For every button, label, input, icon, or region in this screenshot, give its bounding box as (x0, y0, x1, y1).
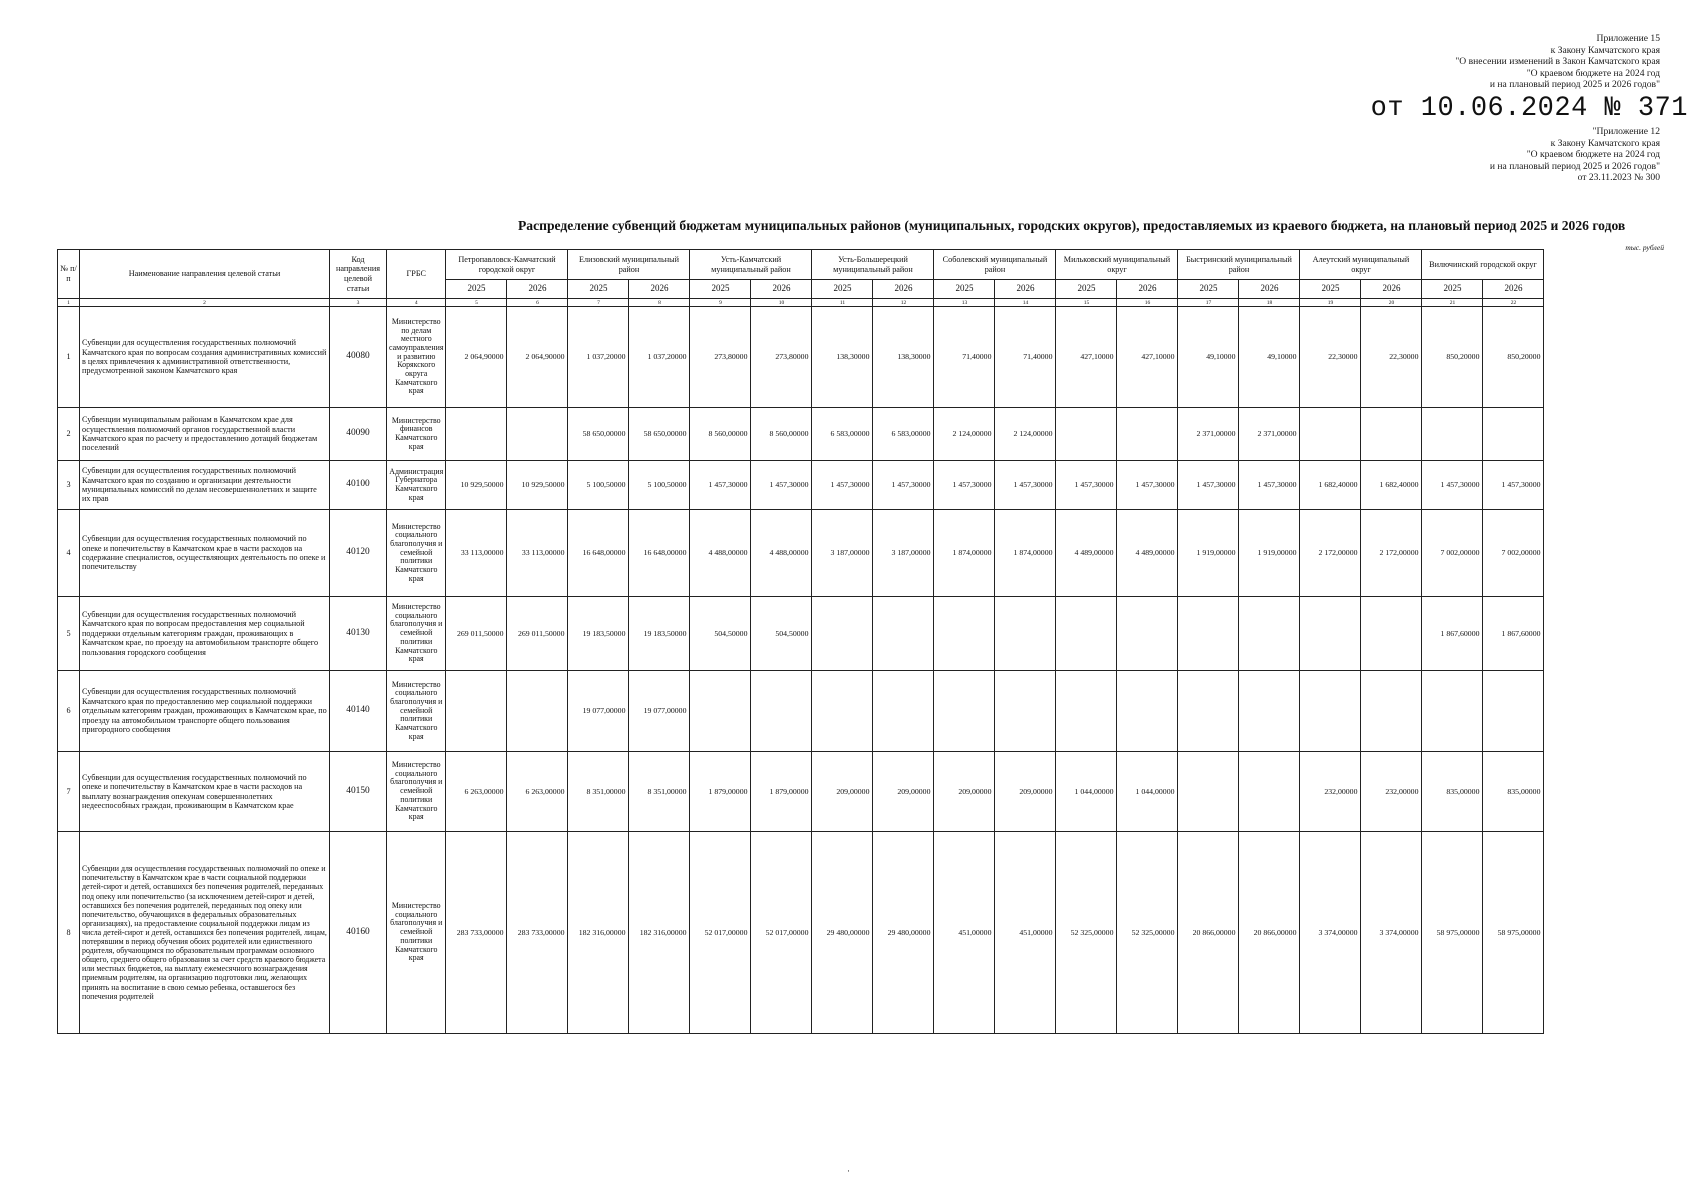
row-number: 7 (58, 752, 80, 832)
row-value: 283 733,00000 (446, 832, 507, 1034)
row-value: 209,00000 (873, 752, 934, 832)
document-title: Распределение субвенций бюджетам муниципальных районов (муниципальных, городских округов), предоставляемых из краевого бюджета, на плановый период 2025 и 2026 годов (518, 218, 1626, 233)
row-value: 283 733,00000 (507, 832, 568, 1034)
row-value: 52 017,00000 (690, 832, 751, 1034)
adoption-date-stamp: от 10.06.2024 № 371 (1370, 93, 1688, 125)
table-header-row (58, 250, 1544, 280)
row-value: 16 648,00000 (568, 510, 629, 597)
row-value: 1 457,30000 (751, 461, 812, 510)
row-value (507, 671, 568, 752)
row-code: 40130 (330, 597, 387, 671)
row-value: 2 124,00000 (934, 408, 995, 461)
column-header-district: Елизовский муниципальный район (568, 250, 690, 280)
table-row (58, 671, 1544, 752)
row-number: 6 (58, 671, 80, 752)
row-value: 1 457,30000 (934, 461, 995, 510)
row-value (1117, 597, 1178, 671)
row-value: 19 183,50000 (629, 597, 690, 671)
current-law-header-line: "О краевом бюджете на 2024 год (1526, 67, 1660, 79)
row-grbs: Министерство социального благополучия и семейной политики Камчатского края (387, 597, 446, 671)
row-name: Субвенции для осуществления государственных полномочий по опеке и попечительству в Камчатском крае в части расходов на выплату вознаграждения опекунам совершеннолетних недееспособных граждан, проживающим в Камчатском крае (80, 752, 330, 832)
row-value: 29 480,00000 (812, 832, 873, 1034)
row-value: 10 929,50000 (507, 461, 568, 510)
row-value (1239, 597, 1300, 671)
row-value (1361, 597, 1422, 671)
row-value (446, 671, 507, 752)
row-value: 58 975,00000 (1483, 832, 1544, 1034)
row-value: 1 874,00000 (934, 510, 995, 597)
column-header-year: 2025 (812, 280, 873, 299)
row-value: 71,40000 (995, 307, 1056, 408)
row-number: 5 (58, 597, 80, 671)
row-value: 1 879,00000 (690, 752, 751, 832)
row-value: 273,80000 (690, 307, 751, 408)
column-number: 5 (446, 299, 507, 307)
row-value: 835,00000 (1422, 752, 1483, 832)
column-header-district: Мильковский муниципальный округ (1056, 250, 1178, 280)
column-number: 8 (629, 299, 690, 307)
row-value: 4 489,00000 (1056, 510, 1117, 597)
row-value: 182 316,00000 (568, 832, 629, 1034)
row-name: Субвенции для осуществления государственных полномочий Камчатского края по предоставлению мер социальной поддержки отдельным категориям граждан, проживающих в Камчатском крае, по проезду на автомобильном транспорте общего пользования пригородного сообщения (80, 671, 330, 752)
column-number: 16 (1117, 299, 1178, 307)
row-value (1300, 597, 1361, 671)
row-value (873, 597, 934, 671)
units-label: тыс. рублей (1625, 243, 1664, 252)
row-value (1300, 671, 1361, 752)
table-row (58, 408, 1544, 461)
row-value: 7 002,00000 (1483, 510, 1544, 597)
row-number: 2 (58, 408, 80, 461)
row-value: 2 371,00000 (1239, 408, 1300, 461)
row-name: Субвенции для осуществления государственных полномочий Камчатского края по созданию и организации деятельности муниципальных комиссий по делам несовершеннолетних и защите их прав (80, 461, 330, 510)
row-value: 1 044,00000 (1117, 752, 1178, 832)
row-value: 3 187,00000 (873, 510, 934, 597)
row-value: 209,00000 (995, 752, 1056, 832)
row-value (995, 671, 1056, 752)
row-value: 504,50000 (690, 597, 751, 671)
column-header-district: Вилючинский городской округ (1422, 250, 1544, 280)
row-value: 20 866,00000 (1178, 832, 1239, 1034)
row-value: 19 077,00000 (629, 671, 690, 752)
row-number: 4 (58, 510, 80, 597)
row-value (1056, 671, 1117, 752)
row-value: 2 064,90000 (446, 307, 507, 408)
row-value: 835,00000 (1483, 752, 1544, 832)
row-value: 4 489,00000 (1117, 510, 1178, 597)
row-value: 8 351,00000 (629, 752, 690, 832)
row-grbs: Министерство социального благополучия и семейной политики Камчатского края (387, 671, 446, 752)
row-value (1422, 408, 1483, 461)
column-number: 11 (812, 299, 873, 307)
column-number: 18 (1239, 299, 1300, 307)
previous-law-header-line: "Приложение 12 (1592, 126, 1660, 137)
column-header-year: 2025 (1422, 280, 1483, 299)
column-number: 13 (934, 299, 995, 307)
row-value (934, 597, 995, 671)
column-header-year: 2025 (690, 280, 751, 299)
row-value (1361, 671, 1422, 752)
row-code: 40090 (330, 408, 387, 461)
row-value: 6 263,00000 (446, 752, 507, 832)
current-law-header-line: и на плановый период 2025 и 2026 годов" (1489, 79, 1660, 91)
column-header-year: 2026 (1483, 280, 1544, 299)
row-name: Субвенции муниципальным районам в Камчатском крае для осуществления полномочий органов государственной власти Камчатского края по расчету и предоставлению дотаций бюджетам поселений (80, 408, 330, 461)
column-header-year: 2026 (1117, 280, 1178, 299)
row-value (1056, 408, 1117, 461)
current-law-header-line: к Закону Камчатского края (1550, 44, 1660, 56)
row-value: 209,00000 (812, 752, 873, 832)
row-value: 1 879,00000 (751, 752, 812, 832)
row-value (690, 671, 751, 752)
row-value: 1 457,30000 (1056, 461, 1117, 510)
row-name: Субвенции для осуществления государственных полномочий по опеке и попечительству в Камчатском крае в части расходов на содержание специалистов, осуществляющих деятельность по опеке и попечительству (80, 510, 330, 597)
row-value: 6 583,00000 (873, 408, 934, 461)
row-value: 138,30000 (873, 307, 934, 408)
row-grbs: Администрация Губернатора Камчатского края (387, 461, 446, 510)
column-header-year: 2026 (629, 280, 690, 299)
column-header-district: Соболевский муниципальный район (934, 250, 1056, 280)
row-value: 33 113,00000 (507, 510, 568, 597)
row-value: 4 488,00000 (690, 510, 751, 597)
row-name: Субвенции для осуществления государственных полномочий по опеке и попечительству в Камчатском крае в части социальной поддержки детей-сирот и детей, оставшихся без попечения родителей, переданных под опеку или попечительство (за исключением детей-сирот и детей, оставшихся без попечения родителей, переданных под опеку или попечительство, обучающихся в федеральных образовательных организациях), на предоставление социальной поддержки лицам из числа детей-сирот и детей, оставшихся без попечения родителей, лицам, потерявшим в период обучения обоих родителей или единственного родителя, обучающимся по образовательным программам основного общего, среднего общего образования за счет средств краевого бюджета или местных бюджетов, на выплату ежемесячного вознаграждения приемным родителям, на организацию подготовки лиц, желающих принять на воспитание в свою семью ребенка, оставшегося без попечения родителей (80, 832, 330, 1034)
row-value (934, 671, 995, 752)
column-header-district: Петропавловск-Камчатский городской округ (446, 250, 568, 280)
row-value: 52 325,00000 (1117, 832, 1178, 1034)
column-number: 9 (690, 299, 751, 307)
column-number: 12 (873, 299, 934, 307)
row-value: 1 682,40000 (1300, 461, 1361, 510)
column-header-year: 2025 (1300, 280, 1361, 299)
subvention-distribution-table (57, 249, 1544, 1034)
row-value: 3 374,00000 (1300, 832, 1361, 1034)
row-value (1483, 408, 1544, 461)
row-number: 1 (58, 307, 80, 408)
row-value: 269 011,50000 (507, 597, 568, 671)
column-header-district: Усть-Большерецкий муниципальный район (812, 250, 934, 280)
row-value: 427,10000 (1056, 307, 1117, 408)
row-code: 40150 (330, 752, 387, 832)
row-value: 7 002,00000 (1422, 510, 1483, 597)
previous-law-header-line: и на плановый период 2025 и 2026 годов" (1489, 160, 1660, 172)
row-value: 1 457,30000 (1239, 461, 1300, 510)
row-grbs: Министерство по делам местного самоуправления и развитию Корякского округа Камчатского края (387, 307, 446, 408)
row-value: 8 560,00000 (690, 408, 751, 461)
row-value (1117, 408, 1178, 461)
row-value: 2 172,00000 (1300, 510, 1361, 597)
row-value: 1 457,30000 (812, 461, 873, 510)
column-header-name: Наименование направления целевой статьи (80, 250, 330, 299)
column-header-code: Код направления целевой статьи (330, 250, 387, 299)
row-value: 2 371,00000 (1178, 408, 1239, 461)
column-number: 10 (751, 299, 812, 307)
row-value: 49,10000 (1239, 307, 1300, 408)
row-value: 1 457,30000 (1178, 461, 1239, 510)
column-header-district: Алеутский муниципальный округ (1300, 250, 1422, 280)
row-value: 1 919,00000 (1239, 510, 1300, 597)
row-value: 16 648,00000 (629, 510, 690, 597)
row-value (1483, 671, 1544, 752)
row-code: 40140 (330, 671, 387, 752)
row-value: 504,50000 (751, 597, 812, 671)
row-value: 1 037,20000 (568, 307, 629, 408)
previous-law-header-line: к Закону Камчатского края (1550, 137, 1660, 149)
row-value: 5 100,50000 (629, 461, 690, 510)
row-value (1361, 408, 1422, 461)
column-header-year: 2026 (751, 280, 812, 299)
table-row (58, 752, 1544, 832)
page-mark: · (847, 1166, 850, 1176)
row-value: 1 457,30000 (995, 461, 1056, 510)
row-value: 58 650,00000 (629, 408, 690, 461)
previous-law-header-line: "О краевом бюджете на 2024 год (1526, 149, 1660, 161)
row-value (1178, 597, 1239, 671)
column-header-year: 2025 (934, 280, 995, 299)
column-header-number: № п/п (58, 250, 80, 299)
column-header-district: Быстринский муниципальный район (1178, 250, 1300, 280)
row-value: 209,00000 (934, 752, 995, 832)
row-value: 71,40000 (934, 307, 995, 408)
column-header-grbs: ГРБС (387, 250, 446, 299)
column-header-year: 2026 (995, 280, 1056, 299)
column-header-year: 2025 (1178, 280, 1239, 299)
row-code: 40120 (330, 510, 387, 597)
row-value: 33 113,00000 (446, 510, 507, 597)
row-value: 5 100,50000 (568, 461, 629, 510)
row-value (873, 671, 934, 752)
row-value: 1 919,00000 (1178, 510, 1239, 597)
column-number: 19 (1300, 299, 1361, 307)
row-value: 8 351,00000 (568, 752, 629, 832)
row-value: 451,00000 (934, 832, 995, 1034)
previous-law-header (1490, 126, 1660, 184)
row-value: 2 172,00000 (1361, 510, 1422, 597)
row-value: 1 867,60000 (1422, 597, 1483, 671)
row-value (1056, 597, 1117, 671)
column-number: 17 (1178, 299, 1239, 307)
row-value (751, 671, 812, 752)
row-value (995, 597, 1056, 671)
row-value: 52 325,00000 (1056, 832, 1117, 1034)
row-name: Субвенции для осуществления государственных полномочий Камчатского края по вопросам предоставления мер социальной поддержки отдельным категориям граждан, проживающих в Камчатском крае, по проезду на автомобильном транспорте общего пользования городского сообщения (80, 597, 330, 671)
row-value: 6 263,00000 (507, 752, 568, 832)
row-value (1117, 671, 1178, 752)
column-number: 1 (58, 299, 80, 307)
row-code: 40100 (330, 461, 387, 510)
row-value: 1 457,30000 (1117, 461, 1178, 510)
row-value: 22,30000 (1361, 307, 1422, 408)
row-value (1300, 408, 1361, 461)
row-value: 20 866,00000 (1239, 832, 1300, 1034)
row-value (1178, 752, 1239, 832)
column-number: 21 (1422, 299, 1483, 307)
row-value: 232,00000 (1300, 752, 1361, 832)
row-value: 10 929,50000 (446, 461, 507, 510)
row-value: 2 124,00000 (995, 408, 1056, 461)
row-value: 1 457,30000 (1422, 461, 1483, 510)
row-value: 1 037,20000 (629, 307, 690, 408)
row-value (1239, 752, 1300, 832)
row-value (812, 597, 873, 671)
row-value: 22,30000 (1300, 307, 1361, 408)
column-header-year: 2025 (1056, 280, 1117, 299)
row-value: 451,00000 (995, 832, 1056, 1034)
row-grbs: Министерство социального благополучия и семейной политики Камчатского края (387, 510, 446, 597)
column-number: 20 (1361, 299, 1422, 307)
row-value: 232,00000 (1361, 752, 1422, 832)
column-header-year: 2026 (507, 280, 568, 299)
column-number: 7 (568, 299, 629, 307)
row-value: 1 867,60000 (1483, 597, 1544, 671)
row-value: 58 650,00000 (568, 408, 629, 461)
row-value: 29 480,00000 (873, 832, 934, 1034)
row-value: 4 488,00000 (751, 510, 812, 597)
row-value: 1 457,30000 (690, 461, 751, 510)
column-header-year: 2025 (446, 280, 507, 299)
row-grbs: Министерство финансов Камчатского края (387, 408, 446, 461)
row-grbs: Министерство социального благополучия и семейной политики Камчатского края (387, 752, 446, 832)
row-value: 269 011,50000 (446, 597, 507, 671)
column-header-year: 2026 (1361, 280, 1422, 299)
column-header-year: 2025 (568, 280, 629, 299)
column-header-year: 2026 (1239, 280, 1300, 299)
row-value: 19 183,50000 (568, 597, 629, 671)
row-code: 40080 (330, 307, 387, 408)
row-value (1239, 671, 1300, 752)
row-number: 8 (58, 832, 80, 1034)
row-value (812, 671, 873, 752)
row-value: 1 874,00000 (995, 510, 1056, 597)
row-value: 49,10000 (1178, 307, 1239, 408)
row-value: 427,10000 (1117, 307, 1178, 408)
row-value: 58 975,00000 (1422, 832, 1483, 1034)
current-law-header-line: "О внесении изменений в Закон Камчатского края (1455, 56, 1660, 68)
row-code: 40160 (330, 832, 387, 1034)
table-row (58, 307, 1544, 408)
table-row (58, 597, 1544, 671)
row-value: 1 457,30000 (1483, 461, 1544, 510)
previous-law-header-line: от 23.11.2023 № 300 (1577, 172, 1660, 184)
row-value: 3 187,00000 (812, 510, 873, 597)
row-number: 3 (58, 461, 80, 510)
row-value: 138,30000 (812, 307, 873, 408)
column-number: 15 (1056, 299, 1117, 307)
table-row (58, 832, 1544, 1034)
column-number: 3 (330, 299, 387, 307)
current-law-header-line: Приложение 15 (1596, 33, 1660, 44)
row-value: 850,20000 (1483, 307, 1544, 408)
column-number: 14 (995, 299, 1056, 307)
row-value: 1 044,00000 (1056, 752, 1117, 832)
row-value: 2 064,90000 (507, 307, 568, 408)
row-value: 182 316,00000 (629, 832, 690, 1034)
column-number: 4 (387, 299, 446, 307)
table-row (58, 510, 1544, 597)
column-number-row (58, 299, 1544, 307)
row-value: 1 682,40000 (1361, 461, 1422, 510)
table-row (58, 461, 1544, 510)
row-value: 273,80000 (751, 307, 812, 408)
row-value (507, 408, 568, 461)
column-number: 22 (1483, 299, 1544, 307)
row-value (1178, 671, 1239, 752)
row-name: Субвенции для осуществления государственных полномочий Камчатского края по вопросам создания административных комиссий в целях привлечения к административной ответственности, предусмотренной законом Камчатского края (80, 307, 330, 408)
row-value (446, 408, 507, 461)
row-value: 19 077,00000 (568, 671, 629, 752)
row-grbs: Министерство социального благополучия и семейной политики Камчатского края (387, 832, 446, 1034)
row-value: 8 560,00000 (751, 408, 812, 461)
column-number: 6 (507, 299, 568, 307)
current-law-header (1455, 33, 1660, 91)
row-value: 3 374,00000 (1361, 832, 1422, 1034)
column-header-year: 2026 (873, 280, 934, 299)
row-value: 52 017,00000 (751, 832, 812, 1034)
row-value: 1 457,30000 (873, 461, 934, 510)
row-value: 6 583,00000 (812, 408, 873, 461)
row-value (1422, 671, 1483, 752)
column-number: 2 (80, 299, 330, 307)
column-header-district: Усть-Камчатский муниципальный район (690, 250, 812, 280)
row-value: 850,20000 (1422, 307, 1483, 408)
